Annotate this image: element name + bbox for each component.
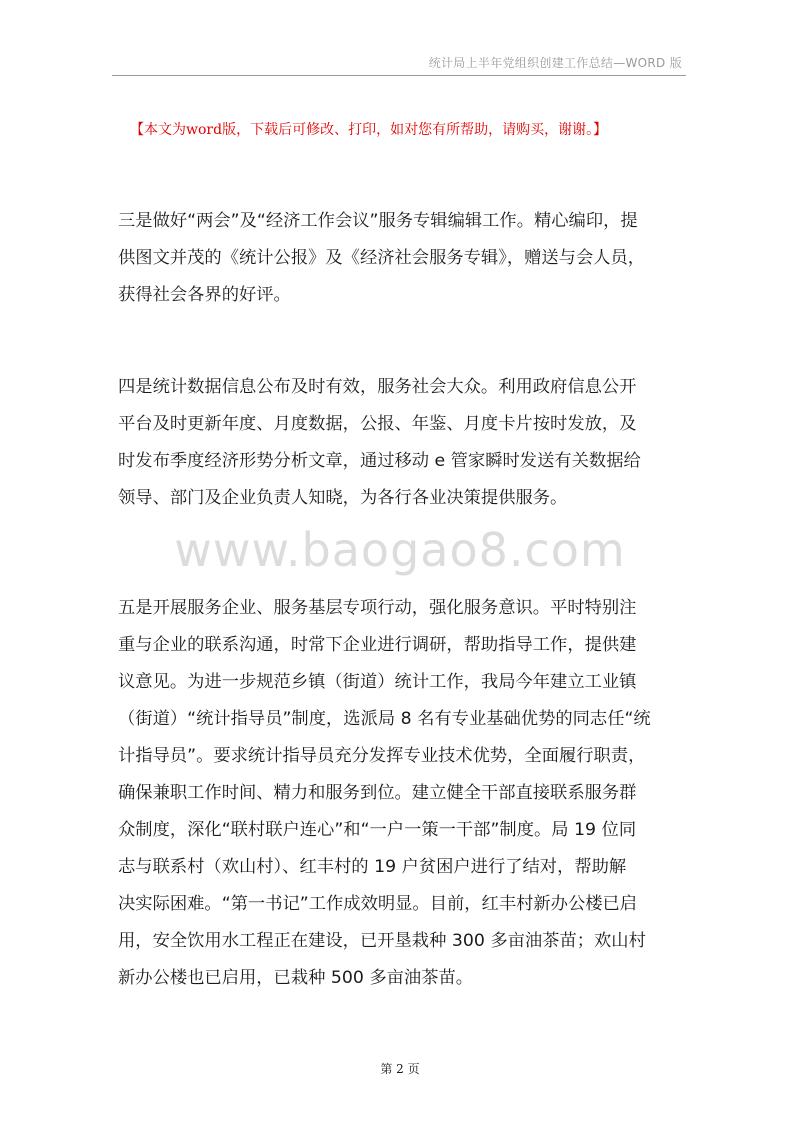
paragraph-line: 平台及时更新年度、月度数据，公报、年鉴、月度卡片按时发放，及 (118, 414, 637, 434)
paragraph-line: 四是统计数据信息公布及时有效，服务社会大众。利用政府信息公开 (118, 377, 637, 397)
paragraph-line: 获得社会各界的好评。 (118, 285, 291, 305)
paragraph-line: （街道）“统计指导员”制度，选派局 8 名有专业基础优势的同志任“统 (118, 709, 651, 729)
page-number: 第 2 页 (380, 1062, 420, 1076)
paragraph-line: 议意见。为进一步规范乡镇（街道）统计工作，我局今年建立工业镇 (118, 672, 637, 692)
paragraph-line: 志与联系村（欢山村）、红丰村的 19 户贫困户进行了结对，帮助解 (118, 857, 627, 877)
paragraph-line: 决实际困难。“第一书记”工作成效明显。目前，红丰村新办公楼已启 (118, 894, 638, 914)
paragraph-line: 供图文并茂的《统计公报》及《经济社会服务专辑》，赠送与会人员， (118, 248, 646, 268)
watermark: www.baogao8.com (174, 523, 626, 577)
paragraph-line: 用，安全饮用水工程正在建设，已开垦栽种 300 多亩油茶苗；欢山村 (118, 931, 646, 951)
paragraph-line: 计指导员”。要求统计指导员充分发挥专业技术优势，全面履行职责， (118, 746, 646, 766)
paragraph-line: 三是做好“两会”及“经济工作会议”服务专辑编辑工作。精心编印，提 (118, 211, 638, 231)
paragraph-line: 重与企业的联系沟通，时常下企业进行调研，帮助指导工作，提供建 (118, 635, 637, 655)
paragraph-3 (118, 203, 690, 314)
paragraph-5 (118, 590, 690, 997)
paragraph-line: 领导、部门及企业负责人知晓，为各行各业决策提供服务。 (118, 488, 568, 508)
paragraph-line: 时发布季度经济形势分析文章，通过移动 e 管家瞬时发送有关数据给 (118, 451, 641, 471)
paragraph-line: 众制度，深化“联村联户连心”和“一户一策一干部”制度。局 19 位同 (118, 820, 637, 840)
header-divider (112, 75, 686, 76)
paragraph-line: 确保兼职工作时间、精力和服务到位。建立健全干部直接联系服务群 (118, 783, 637, 803)
paragraph-4 (118, 369, 690, 517)
header-title: 统计局上半年党组织创建工作总结—WORD 版 (428, 56, 682, 70)
purchase-notice: 【本文为word版，下载后可修改、打印，如对您有所帮助，请购买，谢谢。】 (130, 122, 608, 138)
paragraph-line: 新办公楼也已启用，已栽种 500 多亩油茶苗。 (118, 968, 474, 988)
paragraph-line: 五是开展服务企业、服务基层专项行动，强化服务意识。平时特别注 (118, 598, 637, 618)
